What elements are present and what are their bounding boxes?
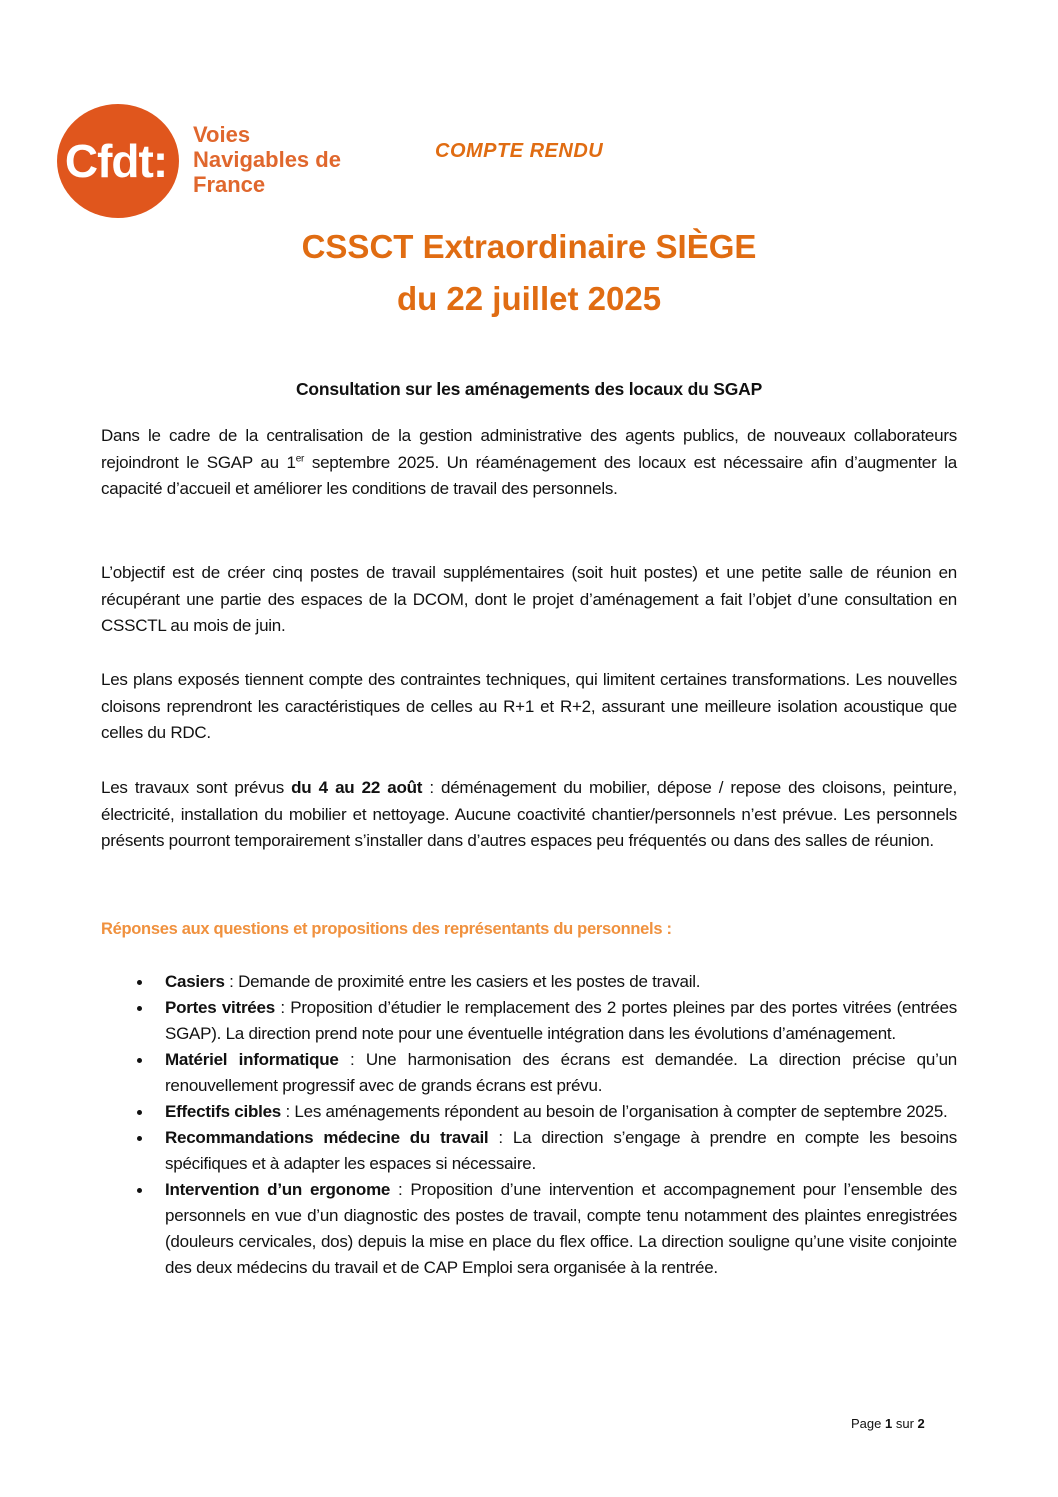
- current-page: 1: [885, 1416, 893, 1431]
- paragraph: L’objectif est de créer cinq postes de travail supplémentaires (soit huit postes) et une petite salle de réunion en récupérant une partie des espaces de la DCOM, dont le projet d’aménagement a fait l’objet d’une consultation en CSSCTL au mois de juin.: [101, 563, 957, 635]
- bullet-icon: [137, 1006, 142, 1011]
- page-number: [851, 1416, 925, 1431]
- logo-line: Voies: [193, 122, 251, 147]
- list-item-label: Intervention d’un ergonome: [165, 1180, 391, 1199]
- document-title-line2: du 22 juillet 2025: [396, 280, 662, 317]
- paragraph-text: Les travaux sont prévus: [101, 778, 292, 797]
- list-item: [101, 969, 957, 995]
- bullet-icon: [137, 1110, 142, 1115]
- list-item-label: Casiers: [165, 972, 225, 991]
- bullet-icon: [137, 1136, 142, 1141]
- list-item-text: : Proposition d’une intervention et accompagnement pour l’ensemble des personnels en vue d’un diagnostic des postes de travail, compte tenu notamment des plaintes enregistrées (douleurs cervicales, dos) depuis la mise en place du flex office. La direction souligne qu’une visite conjointe des deux médecins du travail et de CAP Emploi sera organisée à la rentrée.: [165, 1180, 957, 1277]
- logo-line: France: [193, 172, 266, 197]
- list-item-text: : La direction s’engage à prendre en compte les besoins spécifiques et à adapter les espaces si nécessaire.: [165, 1128, 957, 1173]
- list-item-text: : Demande de proximité entre les casiers et les postes de travail.: [224, 972, 701, 991]
- list-item: [101, 995, 957, 1047]
- paragraph-text: Dans le cadre de la centralisation de la gestion administrative des agents publics, de nouveaux collaborateurs rejoindront le SGAP au 1: [101, 426, 957, 472]
- total-pages: 2: [917, 1416, 925, 1431]
- paragraph-bold-dates: du 4 au 22 août: [291, 778, 423, 797]
- list-item-text: : Les aménagements répondent au besoin de l’organisation à compter de septembre 2025.: [281, 1102, 948, 1121]
- page-label: Page: [851, 1416, 882, 1431]
- list-item-label: Portes vitrées: [165, 998, 275, 1017]
- document-type-label: COMPTE RENDU: [435, 140, 604, 162]
- logo-organization-name: [193, 122, 341, 197]
- bullet-icon: [137, 1058, 142, 1063]
- paragraph: [101, 423, 957, 503]
- paragraph-text: : déménagement du mobilier, dépose / repose des cloisons, peinture, électricité, installation du mobilier et nettoyage. Aucune coactivité chantier/personnels n’est prévue. Les personnels présents pourront temporairement s’installer dans d’autres espaces peu fréquentés ou dans des salles de réunion.: [101, 778, 957, 850]
- list-item-label: Recommandations médecine du travail: [165, 1128, 489, 1147]
- list-item-label: Effectifs cibles: [165, 1102, 281, 1121]
- list-item-label: Matériel informatique: [165, 1050, 339, 1069]
- list-item-text: : Proposition d’étudier le remplacement des 2 portes pleines par des portes vitrées (entrées SGAP). La direction prend note pour une éventuelle intégration dans les évolutions d’aménagement.: [165, 998, 958, 1043]
- superscript: er: [295, 452, 305, 464]
- list-item: [101, 1047, 957, 1099]
- bullet-icon: [137, 1188, 142, 1193]
- document-title-line1: CSSCT Extraordinaire SIÈGE: [301, 228, 757, 265]
- logo-line: Navigables de: [193, 147, 341, 172]
- bullet-icon: [137, 980, 142, 985]
- list-item: [101, 1099, 957, 1125]
- logo-mark: Cfdt:: [64, 135, 168, 187]
- section-heading-responses: Réponses aux questions et propositions des représentants du personnels :: [101, 920, 672, 938]
- list-item: [101, 1125, 957, 1177]
- paragraph: Les plans exposés tiennent compte des contraintes techniques, qui limitent certaines transformations. Les nouvelles cloisons reprendront les caractéristiques de celles au R+1 et R+2, assurant une meilleure isolation acoustique que celles du RDC.: [101, 670, 957, 742]
- list-item: [101, 1177, 957, 1281]
- responses-list: [101, 969, 957, 1281]
- cfdt-logo: [57, 104, 179, 218]
- paragraph: [101, 775, 957, 855]
- section-heading-consultation: Consultation sur les aménagements des locaux du SGAP: [295, 379, 763, 399]
- list-item-text: : Une harmonisation des écrans est demandée. La direction précise qu’un renouvellement progressif avec de grands écrans est prévu.: [165, 1050, 958, 1095]
- paragraph-text: septembre 2025. Un réaménagement des locaux est nécessaire afin d’augmenter la capacité d’accueil et améliorer les conditions de travail des personnels.: [101, 452, 957, 498]
- page-separator: sur: [895, 1416, 914, 1431]
